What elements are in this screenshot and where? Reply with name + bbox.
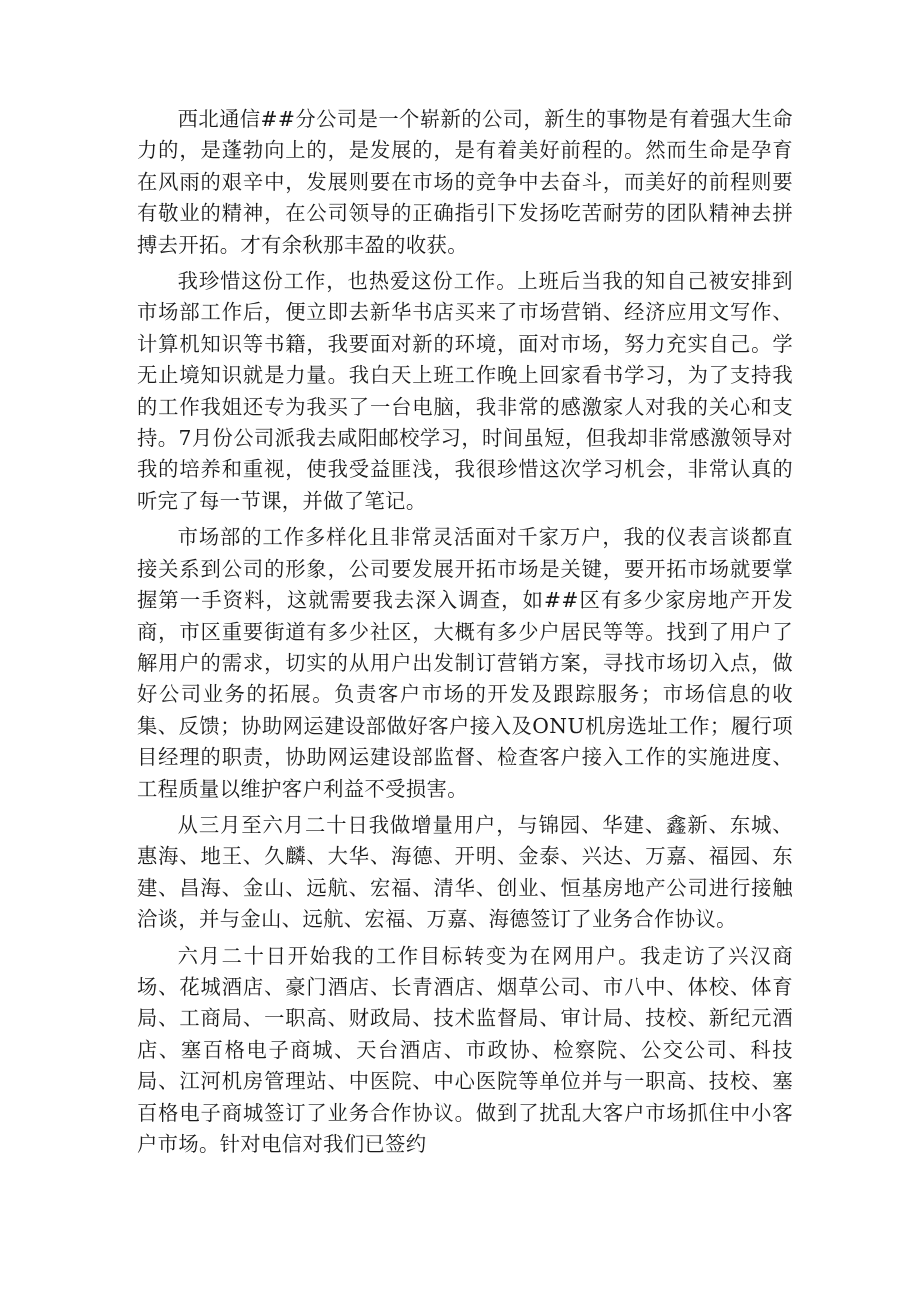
paragraph-company-intro: 西北通信##分公司是一个崭新的公司，新生的事物是有着强大生命力的，是蓬勃向上的，是发展的，是有着美好前程的。然而生命是孕育在风雨的艰辛中，发展则要在市场的竞争中去奋斗，而美好的前程则要有敬业的精神，在公司领导的正确指引下发扬吃苦耐劳的团队精神去拼搏去开拓。才有余秋那丰盈的收获。 xyxy=(137,107,793,257)
paragraph-incremental-users: 从三月至六月二十日我做增量用户，与锦园、华建、鑫新、东城、惠海、地王、久麟、大华、海德、开明、金泰、兴达、万嘉、福园、东建、昌海、金山、远航、宏福、清华、创业、恒基房地产公司进行接触洽谈，并与金山、远航、宏福、万嘉、海德签订了业务合作协议。 xyxy=(137,812,793,932)
paragraph-online-users: 六月二十日开始我的工作目标转变为在网用户。我走访了兴汉商场、花城酒店、豪门酒店、长青酒店、烟草公司、市八中、体校、体育局、工商局、一职高、财政局、技术监督局、审计局、技校、新纪元酒店、塞百格电子商城、天台酒店、市政协、检察院、公交公司、科技局、江河机房管理站、中医院、中心医院等单位并与一职高、技校、塞百格电子商城签订了业务合作协议。做到了扰乱大客户市场抓住中小客户市场。针对电信对我们已签约 xyxy=(137,943,793,1156)
document-body xyxy=(137,104,793,1165)
paragraph-market-department: 市场部的工作多样化且非常灵活面对千家万户，我的仪表言谈都直接关系到公司的形象，公司要发展开拓市场是关键，要开拓市场就要掌握第一手资料，这就需要我去深入调查，如##区有多少家房地产开发商，市区重要街道有多少社区，大概有多少户居民等等。找到了用户了解用户的需求，切实的从用户出发制订营销方案，寻找市场切入点，做好公司业务的拓展。负责客户市场的开发及跟踪服务；市场信息的收集、反馈；协助网运建设部做好客户接入及ONU机房选址工作；履行项目经理的职责，协助网运建设部监督、检查客户接入工作的实施进度、工程质量以维护客户利益不受损害。 xyxy=(137,525,793,801)
paragraph-cherish-work: 我珍惜这份工作，也热爱这份工作。上班后当我的知自己被安排到市场部工作后，便立即去新华书店买来了市场营销、经济应用文写作、计算机知识等书籍，我要面对新的环境，面对市场，努力充实自己。学无止境知识就是力量。我白天上班工作晚上回家看书学习，为了支持我的工作我姐还专为我买了一台电脑，我非常的感激家人对我的关心和支持。7月份公司派我去咸阳邮校学习，时间虽短，但我却非常感激领导对我的培养和重视，使我受益匪浅，我很珍惜这次学习机会，非常认真的听完了每一节课，并做了笔记。 xyxy=(137,269,793,513)
